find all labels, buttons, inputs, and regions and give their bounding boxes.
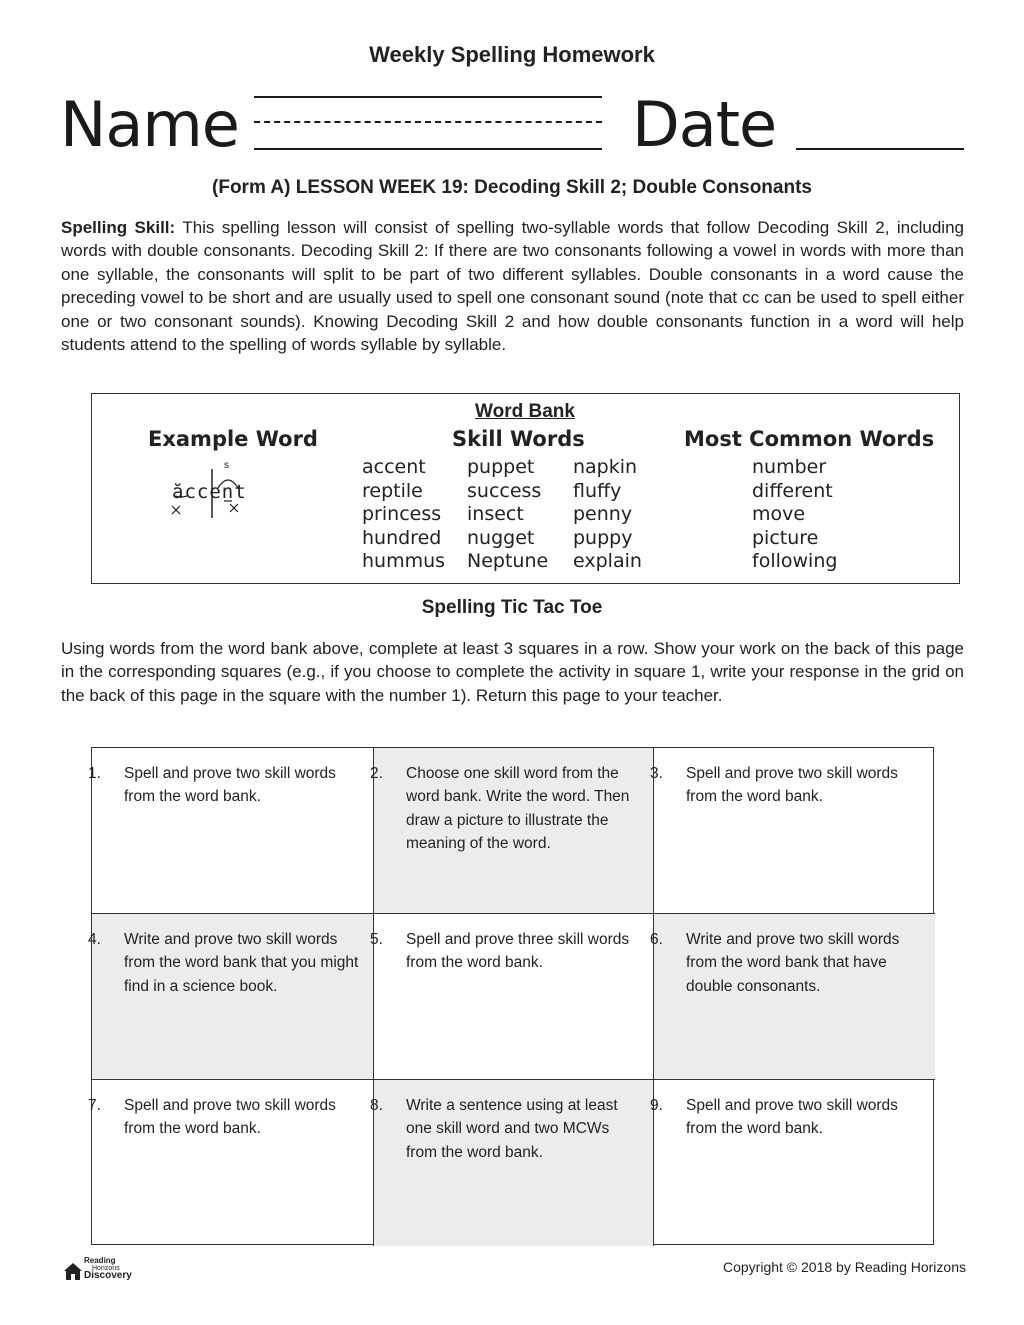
spelling-skill-text: This spelling lesson will consist of spelling two-syllable words that follow Decoding Skill 2, including words with double consonants. Decoding Skill 2: If there are two consonants following a vowel in words with more than one syllable, the consonants will split to be part of two different syllables. Double consonants in a word cause the preceding vowel to be short and are usually used to spell one consonant sound (note that cc can be used to spell either one or two consonant sounds). Knowing Decoding Skill 2 and how double consonants function in a word will help students attend to the spelling of words syllable by syllable. (61, 218, 964, 355)
square-text: Spell and prove three skill words from the word bank. (406, 931, 630, 972)
skill-word: explain (573, 550, 642, 572)
square-text: Choose one skill word from the word bank. Write the word. Then draw a picture to illustrate the meaning of the word. (406, 765, 630, 852)
square-3[interactable] (650, 748, 935, 914)
mcw-word: following (752, 550, 838, 572)
skill-words-header: Skill Words (452, 427, 585, 451)
logo-text-horizons: Horizons (92, 1265, 120, 1272)
house-icon (62, 1260, 84, 1282)
skill-word: success (467, 479, 542, 502)
example-word-marking (170, 460, 270, 524)
name-mid-dashed-line (254, 121, 602, 123)
mcw-word: different (752, 479, 833, 502)
square-5[interactable] (370, 914, 654, 1080)
square-text: Write and prove two skill words from the word bank that you might find in a science book. (124, 931, 359, 995)
skill-word: princess (362, 503, 442, 525)
skill-word: hundred (362, 526, 442, 549)
name-top-line (254, 96, 602, 98)
square-8[interactable] (370, 1080, 654, 1246)
name-base-line (254, 148, 602, 150)
skill-word: penny (573, 503, 633, 525)
copyright-text: Copyright © 2018 by Reading Horizons (722, 1259, 966, 1275)
example-short-vowel: ă (172, 481, 185, 503)
word-bank-box (91, 393, 960, 584)
skill-word: reptile (362, 479, 423, 502)
date-field[interactable] (796, 148, 964, 150)
square-7[interactable] (88, 1080, 374, 1246)
square-number: 8. (370, 1097, 383, 1114)
skill-word: fluffy (573, 479, 622, 502)
name-label: Name (60, 88, 239, 161)
square-4[interactable] (88, 914, 374, 1080)
square-number: 3. (650, 765, 663, 782)
mcw-word: number (752, 456, 827, 478)
most-common-words-column (752, 456, 837, 574)
spelling-skill-label: Spelling Skill: (61, 218, 176, 237)
example-word-letters: ccent (184, 481, 247, 503)
square-text: Spell and prove two skill words from the word bank. (686, 1097, 898, 1138)
skill-word: accent (362, 456, 426, 478)
skill-words-column-2 (467, 456, 548, 574)
tic-tac-toe-title: Spelling Tic Tac Toe (421, 597, 603, 618)
tic-tac-toe-grid (88, 747, 934, 1245)
mcw-word: move (752, 503, 806, 525)
skill-words-column-1 (362, 456, 445, 574)
word-bank-title: Word Bank (475, 401, 575, 422)
page-title: Weekly Spelling Homework (369, 42, 655, 67)
square-text: Write and prove two skill words from the word bank that have double consonants. (686, 931, 900, 995)
skill-word: Neptune (467, 550, 549, 572)
lesson-subtitle: (Form A) LESSON WEEK 19: Decoding Skill 2; Double Consonants (212, 177, 812, 198)
reading-horizons-logo (62, 1258, 134, 1282)
square-9[interactable] (650, 1080, 935, 1246)
example-word-header: Example Word (148, 427, 318, 451)
skill-word: napkin (573, 456, 638, 478)
skill-word: puppy (573, 526, 633, 549)
tic-tac-toe-instructions: Using words from the word bank above, complete at least 3 squares in a row. Show your work on the back of this page in the corresponding squares (e.g., if you choose to complete the activity in square 1, write your response in the grid on the back of this page in the square with the number 1). Return this page to your teacher. (61, 639, 964, 705)
square-number: 6. (650, 931, 663, 948)
skill-word: insect (467, 503, 524, 525)
square-text: Write a sentence using at least one skill word and two MCWs from the word bank. (406, 1097, 618, 1161)
skill-word: hummus (362, 550, 446, 572)
square-number: 5. (370, 931, 383, 948)
skill-words-column-3 (573, 456, 642, 574)
square-1[interactable] (88, 748, 374, 914)
skill-word: nugget (467, 526, 535, 549)
logo-text-reading: Reading (84, 1256, 116, 1265)
square-number: 1. (88, 765, 101, 782)
date-label: Date (632, 88, 777, 161)
square-text: Spell and prove two skill words from the word bank. (124, 1097, 336, 1138)
square-number: 4. (88, 931, 101, 948)
s-sound-mark: s (224, 460, 229, 471)
square-6[interactable] (650, 914, 935, 1080)
square-number: 2. (370, 765, 383, 782)
square-number: 9. (650, 1097, 663, 1114)
skill-word: puppet (467, 456, 535, 478)
logo-text-discovery: Discovery (84, 1270, 132, 1281)
name-field[interactable] (254, 96, 602, 152)
most-common-words-header: Most Common Words (684, 427, 935, 451)
square-number: 7. (88, 1097, 101, 1114)
mcw-word: picture (752, 526, 819, 549)
example-word-text (172, 481, 247, 503)
spelling-skill-paragraph (61, 216, 964, 356)
square-2[interactable] (370, 748, 654, 914)
square-text: Spell and prove two skill words from the word bank. (124, 765, 336, 806)
square-text: Spell and prove two skill words from the word bank. (686, 765, 898, 806)
